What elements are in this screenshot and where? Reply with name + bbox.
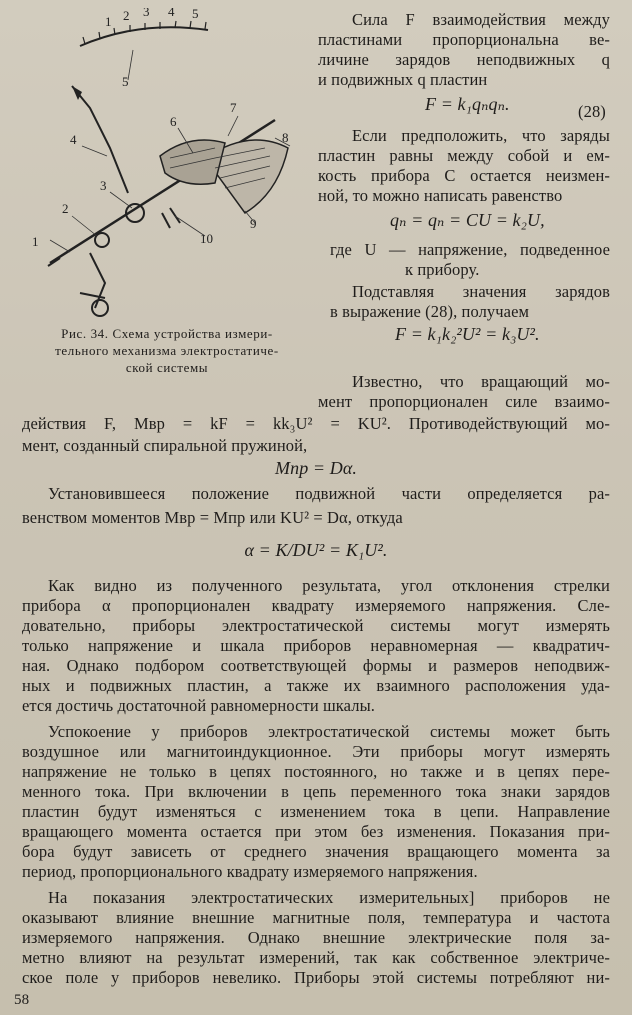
callout-7: 7: [230, 100, 237, 115]
support-bracket: [80, 253, 108, 316]
equation-charge: qₙ = qₙ = CU = k₂U,: [390, 210, 545, 230]
right-line-6: пластин равны между собой и ем-: [318, 146, 610, 165]
right-line-1: Сила F взаимодействия между: [352, 10, 610, 29]
body-line-2: мент пропорционален силе взаимо-: [318, 392, 610, 411]
callout-1: 1: [32, 234, 39, 249]
right-line-4: и подвижных q пластин: [318, 70, 488, 89]
right-line-9: где U — напряжение, подведенное: [330, 240, 610, 259]
right-line-5: Если предположить, что заряды: [352, 126, 610, 145]
para3-line-5: ское поле у приборов невелико. Приборы этой системы потребляют ни-: [22, 968, 610, 987]
equation-force: F = k₁k₂²U² = k₃U².: [395, 324, 540, 344]
right-line-12: в выражение (28), получаем: [330, 302, 530, 321]
moving-plates: [160, 140, 225, 184]
right-line-2: пластинами пропорциональна ве-: [318, 30, 610, 49]
para2-line-3: напряжение не только в цепях постоянного, но также и в цепях пере-: [22, 762, 610, 781]
para2-line-1: Успокоение у приборов электростатической системы может быть: [48, 722, 610, 741]
callout-8: 8: [282, 130, 289, 145]
para2-line-4: менного тока. При включении в цепь переменного тока знаки зарядов: [22, 782, 610, 801]
equation-28-number: (28): [578, 102, 606, 121]
right-line-11: Подставляя значения зарядов: [352, 282, 610, 301]
clamp-ends: [48, 208, 180, 266]
scale-number-3: 3: [143, 8, 150, 19]
right-line-10: к прибору.: [405, 260, 480, 279]
para1-line-3: довательно, приборы электростатической системы могут измерять: [22, 616, 610, 635]
body-line-5: Установившееся положение подвижной части определяется ра-: [48, 484, 610, 503]
para1-line-6: ных и подвижных пластин, а также их взаимного расположения уда-: [22, 676, 610, 695]
callout-9: 9: [250, 216, 257, 231]
para3-line-1: На показания электростатических измерительных] приборов не: [48, 888, 610, 907]
scale-number-5: 5: [192, 8, 199, 21]
body-line-3: действия F, Mвр = kF = kk₃U² = KU². Противодействующий мо-: [22, 414, 610, 433]
para3-line-3: измеряемого напряжения. Однако внешние электрические поля за-: [22, 928, 610, 947]
right-line-8: ной, то можно написать равенство: [318, 186, 563, 205]
para1-line-7: ется достичь достаточной равномерности шкалы.: [22, 696, 375, 715]
callout-3: 3: [100, 178, 107, 193]
scale-number-2: 2: [123, 8, 130, 23]
instrument-diagram: [10, 8, 315, 323]
figure-caption-1: Рис. 34. Схема устройства измери-: [61, 326, 273, 341]
equation-spring: Mпр = Dα.: [275, 458, 357, 478]
pointer-needle: [72, 86, 128, 193]
body-line-1: Известно, что вращающий мо-: [352, 372, 610, 391]
callout-5: 5: [122, 74, 129, 89]
para2-line-5: пластин будут изменяться с изменением тока в цепи. Направление: [22, 802, 610, 821]
callout-10: 10: [200, 231, 213, 246]
para3-line-4: метно влияют на результат измерений, так как собственное электриче-: [22, 948, 610, 967]
callout-4: 4: [70, 132, 77, 147]
para1-line-1: Как видно из полученного результата, угол отклонения стрелки: [48, 576, 610, 595]
para1-line-5: ная. Однако подбором соответствующей формы и размеров неподвиж-: [22, 656, 610, 675]
equation-28: F = k₁qₙqₙ.: [425, 94, 510, 114]
scale-number-4: 4: [168, 8, 175, 19]
figure-caption-3: ской системы: [125, 360, 209, 375]
callout-2: 2: [62, 201, 69, 216]
para2-line-6: вращающего момента остается при этом без изменения. Показания при-: [22, 822, 610, 841]
callout-6: 6: [170, 114, 177, 129]
para3-line-2: оказывают влияние внешние магнитные поля, температура и частота: [22, 908, 610, 927]
scale-number-1: 1: [105, 14, 112, 29]
right-line-3: личине зарядов неподвижных q: [318, 50, 610, 69]
para2-line-2: воздушное или магнитоиндукционное. Эти приборы могут измерять: [22, 742, 610, 761]
body-line-6: венством моментов Mвр = Mпр или KU² = Dα, откуда: [22, 508, 403, 527]
para1-line-4: только напряжение и шкала приборов неравномерная — квадратич-: [22, 636, 610, 655]
figure-caption-2: тельного механизма электростатиче-: [55, 343, 279, 358]
scale-ticks: [83, 21, 206, 44]
para2-line-7: бора будут зависеть от среднего значения вращающего момента за: [22, 842, 610, 861]
right-line-7: кость прибора С остается неизмен-: [318, 166, 610, 185]
corrector: [95, 233, 109, 247]
equation-alpha: α = K/DU² = K₁U².: [244, 540, 388, 560]
para2-line-8: период, пропорционального квадрату измеряемого напряжения.: [22, 862, 478, 881]
para1-line-2: прибора α пропорционален квадрату измеряемого напряжения. Сле-: [22, 596, 610, 615]
page-number: 58: [14, 992, 30, 1008]
body-line-4: мент, созданный спиральной пружиной,: [22, 436, 308, 455]
